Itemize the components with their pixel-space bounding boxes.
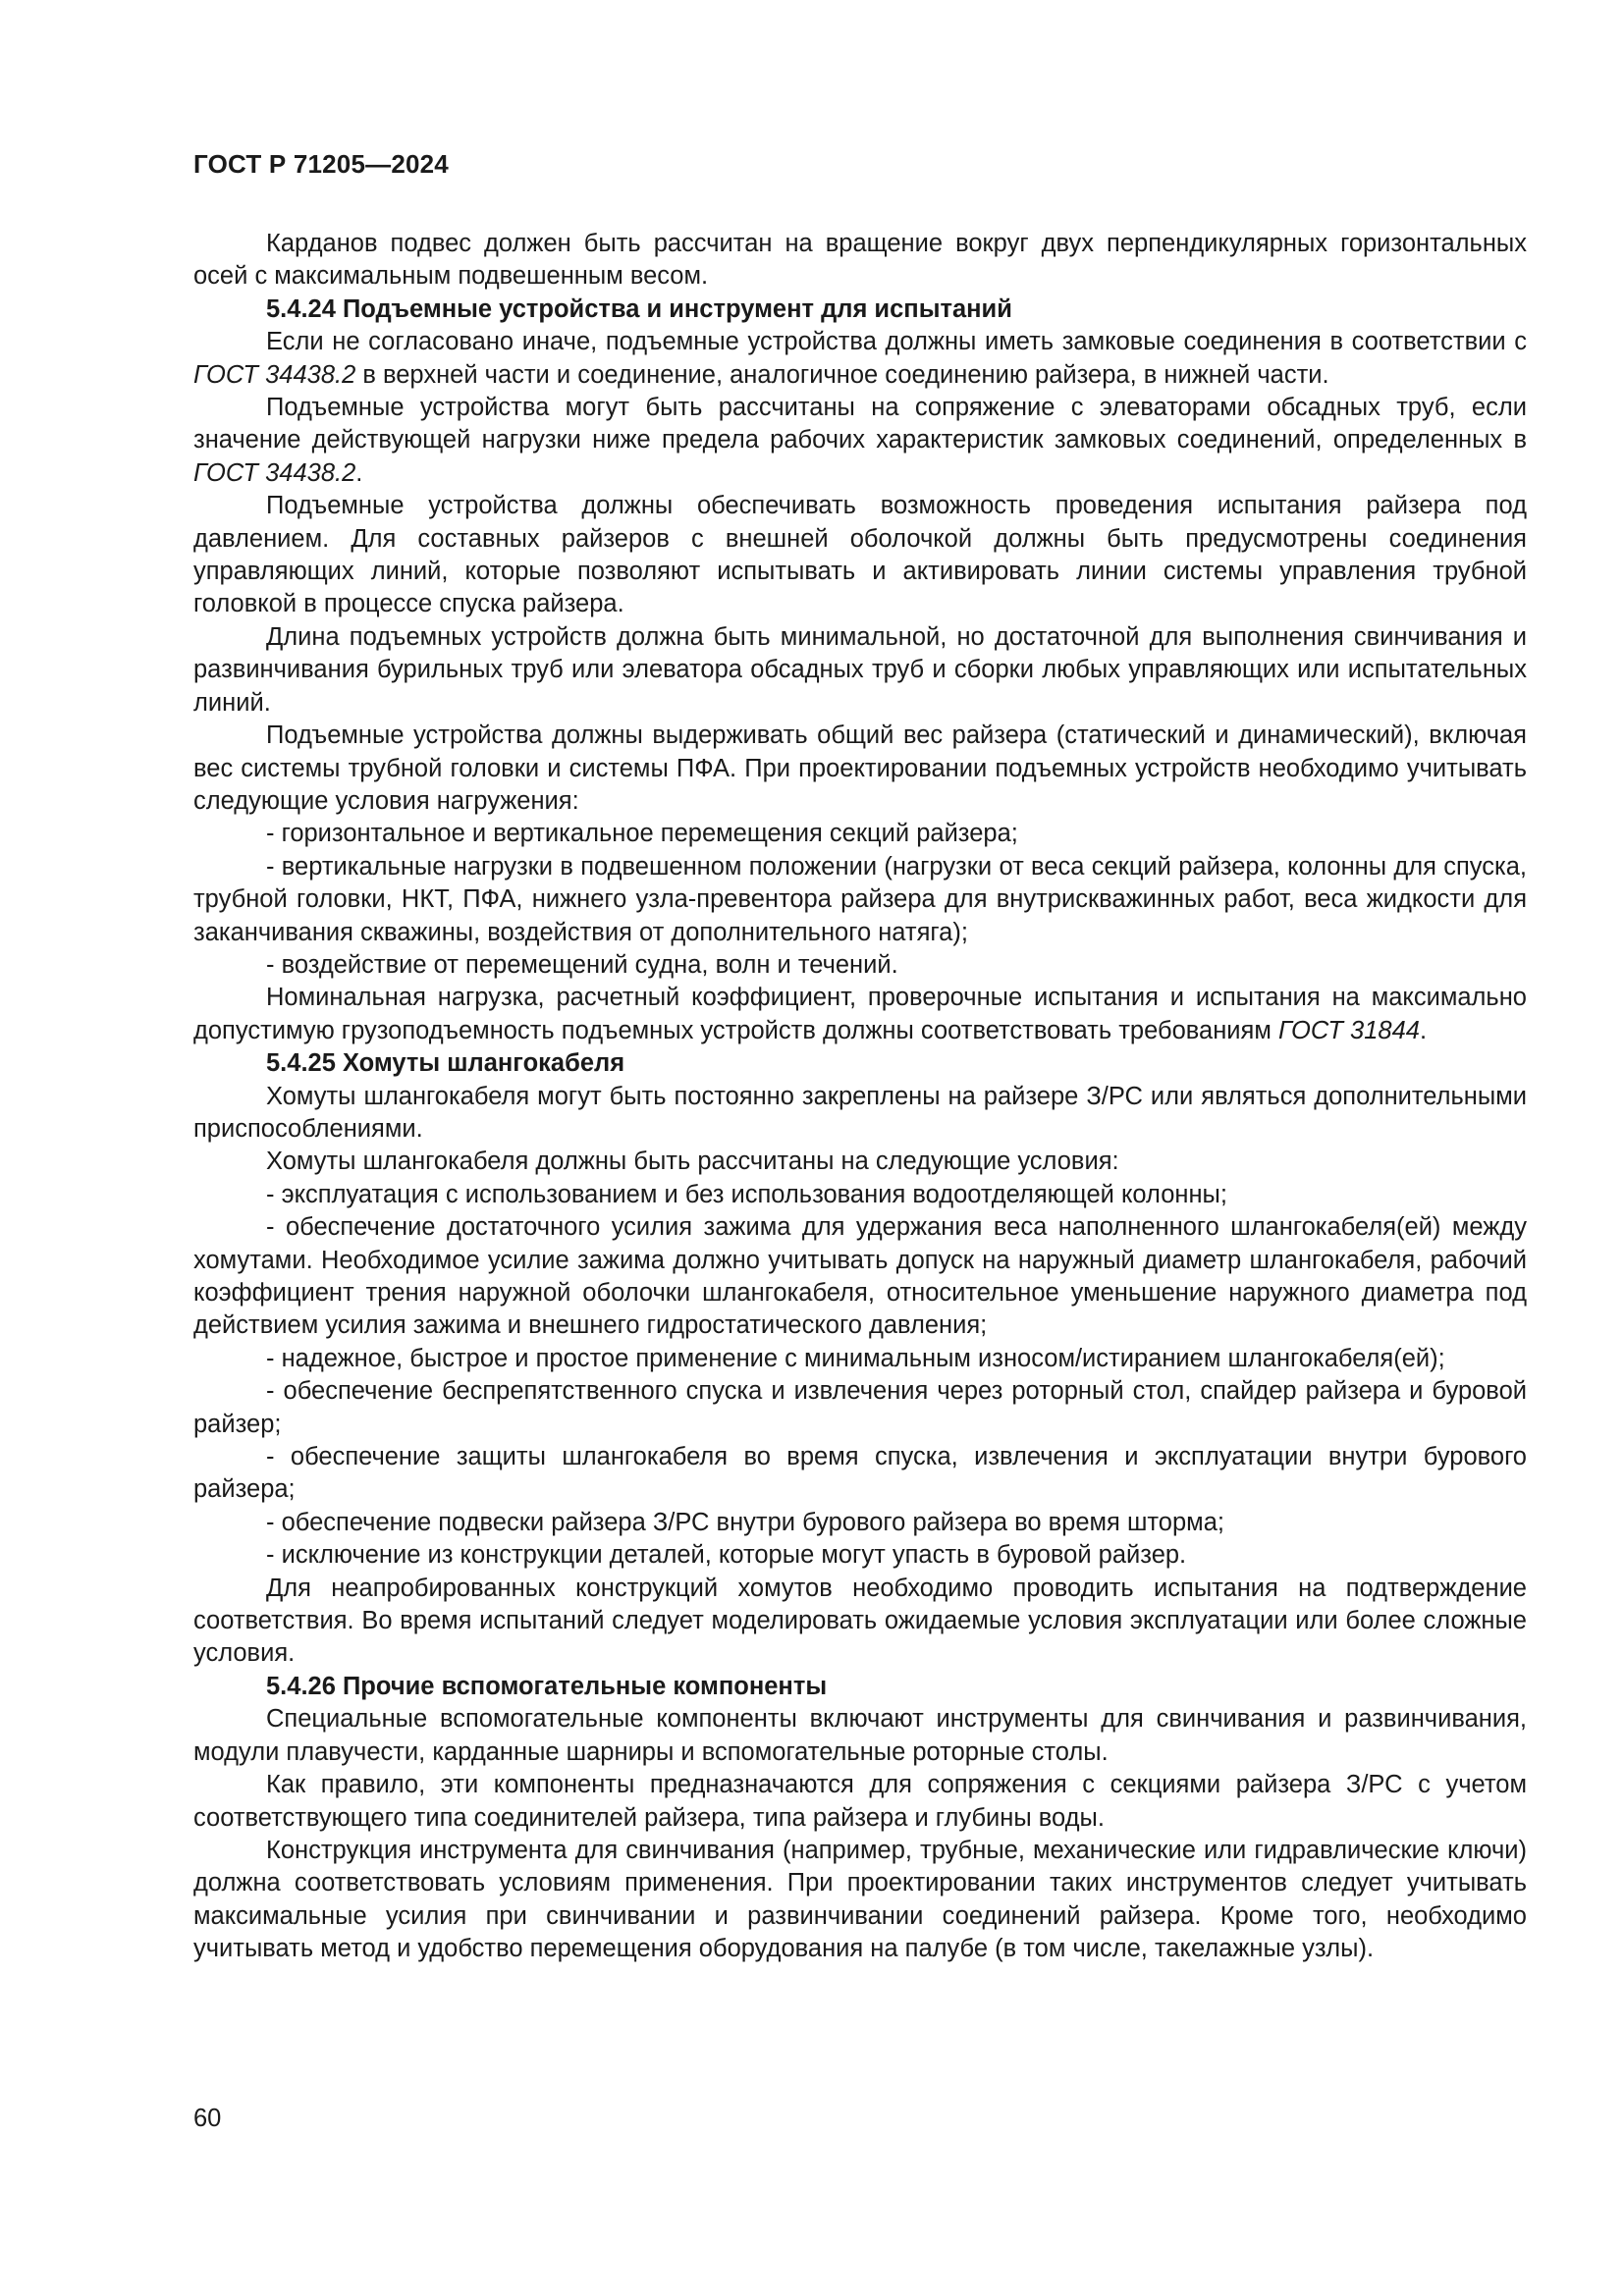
paragraph: Номинальная нагрузка, расчетный коэффициент, проверочные испытания и испытания на максимально допустимую грузоподъемность подъемных устройств должны соответствовать требованиям ГОСТ 31844. — [193, 984, 1527, 1044]
page-number: 60 — [193, 2105, 222, 2132]
list-item: - воздействие от перемещений судна, волн и течений. — [266, 950, 898, 979]
paragraph: Для неапробированных конструкций хомутов необходимо проводить испытания на подтверждение соответствия. Во время испытаний следует моделировать ожидаемые условия эксплуатации или более сложные условия. — [193, 1574, 1527, 1668]
list-item: - обеспечение защиты шлангокабеля во время спуска, извлечения и эксплуатации внутри бурового райзера; — [193, 1443, 1527, 1504]
paragraph: Карданов подвес должен быть рассчитан на вращение вокруг двух перпендикулярных горизонтальных осей с максимальным подвешенным весом. — [193, 230, 1527, 291]
paragraph: Конструкция инструмента для свинчивания (например, трубные, механические или гидравлические ключи) должна соответствовать условиям применения. При проектировании таких инструментов следует учитывать максимальные усилия при свинчивании и развинчивании соединений райзера. Кроме того, необходимо учитывать метод и удобство перемещения оборудования на палубе (в том числе, такелажные узлы). — [193, 1836, 1527, 1963]
paragraph: Специальные вспомогательные компоненты включают инструменты для свинчивания и развинчивания, модули плавучести, карданные шарниры и вспомогательные роторные столы. — [193, 1705, 1527, 1766]
standard-reference: ГОСТ 34438.2 — [193, 458, 356, 487]
list-item: - обеспечение достаточного усилия зажима для удержания веса наполненного шлангокабеля(ей) между хомутами. Необходимое усилие зажима должно учитывать допуск на наружный диаметр шлангокабеля, рабочий коэффициент трения наружной оболочки шлангокабеля, относительное уменьшение наружного диаметра под действием усилия зажима и внешнего гидростатического давления; — [193, 1213, 1527, 1340]
paragraph: Хомуты шлангокабеля должны быть рассчитаны на следующие условия: — [266, 1148, 1119, 1176]
document-header: ГОСТ Р 71205—2024 — [193, 149, 449, 179]
list-item: - надежное, быстрое и простое применение с минимальным износом/истиранием шлангокабеля(ей); — [266, 1344, 1445, 1372]
standard-reference: ГОСТ 31844 — [1277, 1016, 1420, 1044]
paragraph: Подъемные устройства должны выдерживать общий вес райзера (статический и динамический), включая вес системы трубной головки и системы ПФА. При проектировании подъемных устройств необходимо учитывать следующие условия нагружения: — [193, 721, 1527, 815]
paragraph: Как правило, эти компоненты предназначаются для сопряжения с секциями райзера З/РС с учетом соответствующего типа соединителей райзера, типа райзера и глубины воды. — [193, 1771, 1527, 1832]
paragraph: Если не согласовано иначе, подъемные устройства должны иметь замковые соединения в соответствии с ГОСТ 34438.2 в верхней части и соединение, аналогичное соединению райзера, в нижней части. — [193, 328, 1527, 389]
list-item: - обеспечение подвески райзера З/РС внутри бурового райзера во время шторма; — [266, 1508, 1224, 1536]
section-heading-5-4-26: 5.4.26 Прочие вспомогательные компоненты — [266, 1672, 828, 1700]
section-heading-5-4-25: 5.4.25 Хомуты шлангокабеля — [266, 1049, 625, 1078]
list-item: - вертикальные нагрузки в подвешенном положении (нагрузки от веса секций райзера, колонны для спуска, трубной головки, НКТ, ПФА, нижнего узла-превентора райзера для внутрискважинных работ, веса жидкости для заканчивания скважины, воздействия от дополнительного натяга); — [193, 852, 1527, 946]
list-item: - эксплуатация с использованием и без использования водоотделяющей колонны; — [266, 1180, 1227, 1208]
paragraph: Подъемные устройства должны обеспечивать возможность проведения испытания райзера под давлением. Для составных райзеров с внешней оболочкой должны быть предусмотрены соединения управляющих линий, которые позволяют испытывать и активировать линии системы управления трубной головкой в процессе спуска райзера. — [193, 492, 1527, 618]
standard-reference: ГОСТ 34438.2 — [193, 360, 356, 389]
list-item: - обеспечение беспрепятственного спуска и извлечения через роторный стол, спайдер райзера и буровой райзер; — [193, 1377, 1527, 1438]
list-item: - исключение из конструкции деталей, которые могут упасть в буровой райзер. — [266, 1541, 1187, 1570]
paragraph: Хомуты шлангокабеля могут быть постоянно закреплены на райзере З/РС или являться дополнительными приспособлениями. — [193, 1082, 1527, 1143]
section-heading-5-4-24: 5.4.24 Подъемные устройства и инструмент для испытаний — [266, 294, 1012, 323]
paragraph: Подъемные устройства могут быть рассчитаны на сопряжение с элеваторами обсадных труб, если значение действующей нагрузки ниже предела рабочих характеристик замковых соединений, определенных в ГОСТ 34438.2. — [193, 394, 1527, 487]
paragraph: Длина подъемных устройств должна быть минимальной, но достаточной для выполнения свинчивания и развинчивания бурильных труб или элеватора обсадных труб и сборки любых управляющих или испытательных линий. — [193, 622, 1527, 717]
document-body — [193, 228, 1527, 1966]
list-item: - горизонтальное и вертикальное перемещения секций райзера; — [266, 820, 1018, 848]
